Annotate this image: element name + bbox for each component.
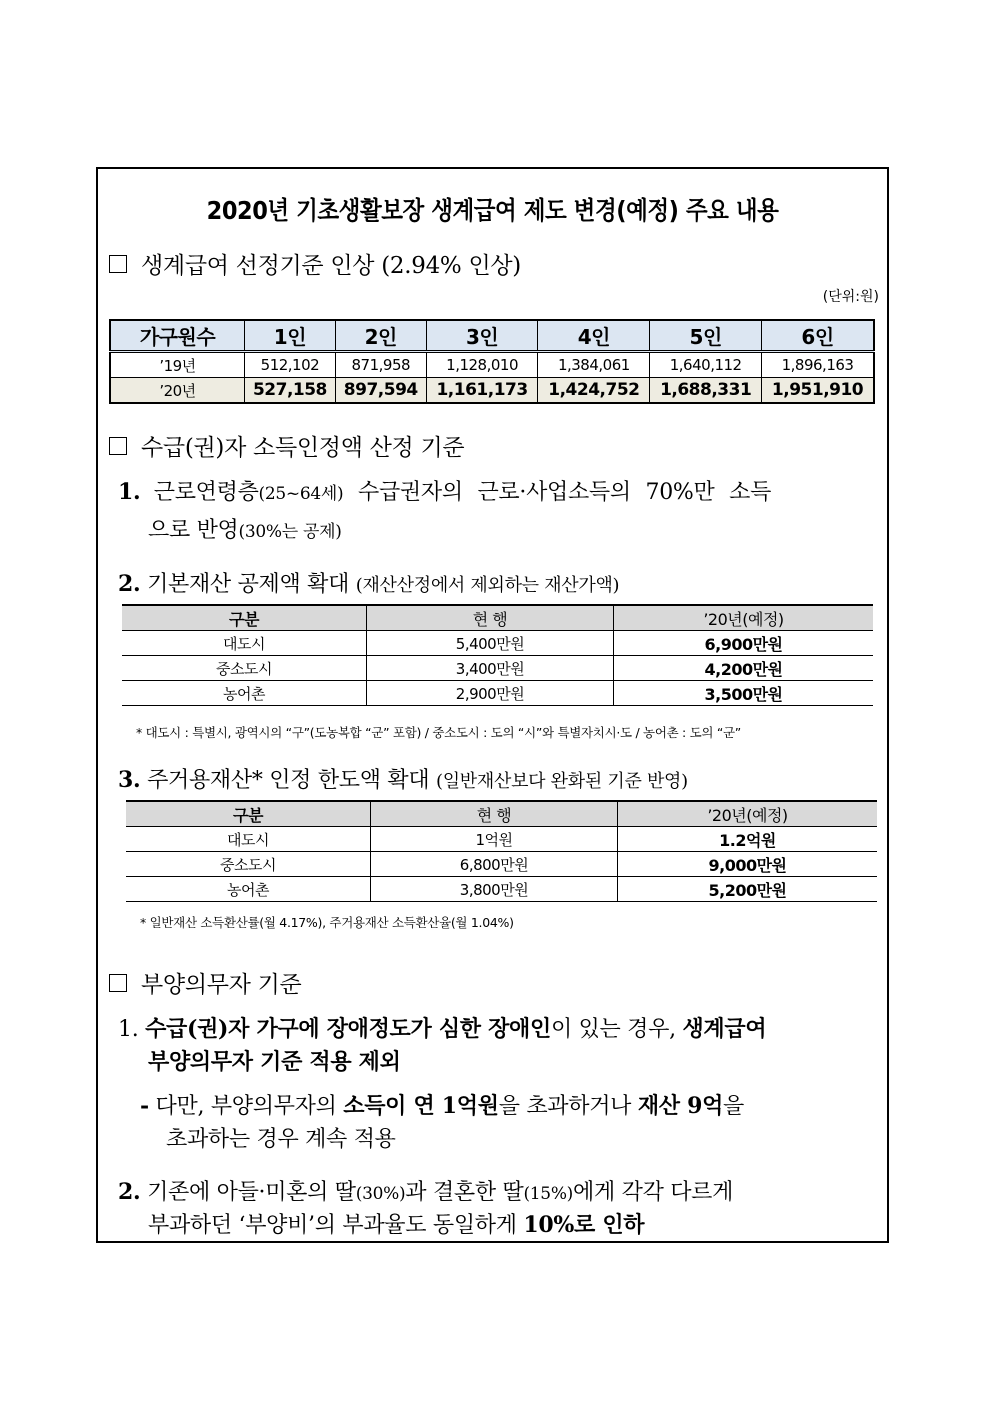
table-cell: 대도시 [122,631,367,656]
item-number: 1. [118,1017,139,1042]
item-text: 으로 반영 [148,518,239,543]
header-cell: 4인 [538,320,650,352]
item-number: 2. [118,571,141,597]
table-cell: 5,200만원 [618,877,878,902]
unit-note: (단위:원) [822,289,879,305]
row-label: ’19년 [110,352,245,378]
table-cell: 871,958 [335,352,426,378]
table-cell: 527,158 [245,378,336,404]
item-text: 소득이 연 1억원 [343,1093,499,1119]
livelihood-criteria-table [109,319,875,404]
item-text: 과 결혼한 딸 [405,1180,524,1205]
table-row [110,352,874,378]
item-subtitle: (재산산정에서 제외하는 재산가액) [355,575,620,596]
table-cell: 3,500만원 [614,681,874,706]
basic-asset-deduction-table [122,604,873,706]
footnote-conversion-rate: * 일반재산 소득환산률(월 4.17%), 주거용재산 소득환산율(월 1.04%) [140,915,514,930]
item-text: 생계급여 [682,1016,767,1042]
obligation-item-1-sub-line-1 [140,1089,744,1120]
table-cell: 4,200만원 [614,656,874,681]
table-cell: 1억원 [371,827,618,852]
header-cell: 5인 [650,320,762,352]
table-cell: 3,800만원 [371,877,618,902]
item-text: (25~64세) [258,484,344,504]
item-number: 3. [118,767,141,793]
obligation-item-2-line-2 [148,1208,644,1239]
item-text: 10%로 인하 [523,1212,645,1238]
section-heading-support-obligation [109,966,301,999]
table-cell: 6,800만원 [371,852,618,877]
section-heading-income-recognition [109,429,464,462]
table-cell: 897,594 [335,378,426,404]
header-cell: 2인 [335,320,426,352]
table-cell: 1,424,752 [538,378,650,404]
item-text: 을 [723,1094,744,1119]
table-cell: 5,400만원 [367,631,614,656]
header-cell: 구분 [122,605,367,631]
obligation-item-2-line-1 [118,1175,733,1206]
footnote-region-definition: * 대도시 : 특별시, 광역시의 “구”(도농복합 “군” 포함) / 중소도시 : 도의 “시”와 특별자치시·도 / 농어촌 : 도의 “군” [136,725,741,740]
table-cell: 1,128,010 [426,352,538,378]
item-text: (30%는 공제) [238,522,342,542]
header-cell: 1인 [245,320,336,352]
header-cell: 3인 [426,320,538,352]
document-frame [96,167,889,1243]
item-text: (30%) [355,1184,406,1204]
item-number: 1. [118,479,141,505]
table-cell: 1,640,112 [650,352,762,378]
item-text: 근로연령층 [153,480,259,505]
header-cell: 구분 [126,801,371,827]
table-cell: 1,688,331 [650,378,762,404]
document-title: 2020년 기초생활보장 생계급여 제도 변경(예정) 주요 내용 [206,196,779,225]
table-cell: 2,900만원 [367,681,614,706]
table-cell: 1,896,163 [762,352,874,378]
income-item-2-heading [118,567,619,598]
table-row [110,378,874,404]
checkbox-square-icon [109,974,127,992]
item-text: 이 있는 경우, [550,1017,683,1042]
dash-bullet: - [140,1093,149,1119]
table-row [122,631,873,656]
header-cell: ’20년(예정) [618,801,878,827]
obligation-item-1-line-2: 부양의무자 기준 적용 제외 [148,1049,401,1075]
income-item-1-line-1 [118,475,771,506]
income-item-1-line-2 [148,513,342,544]
table-cell: 1,161,173 [426,378,538,404]
table-cell: 9,000만원 [618,852,878,877]
item-title: 주거용재산* 인정 한도액 확대 [147,768,430,793]
section-heading-livelihood-criteria [109,247,521,280]
table-row [122,681,873,706]
item-text: 수급권자의 근로·사업소득의 70%만 소득 [343,480,772,505]
table-header-row [126,801,877,827]
table-cell: 1,384,061 [538,352,650,378]
table-cell: 중소도시 [122,656,367,681]
item-number: 2. [118,1179,141,1205]
table-cell: 6,900만원 [614,631,874,656]
table-header-row [122,605,873,631]
item-text: (15%) [523,1184,574,1204]
table-cell: 농어촌 [122,681,367,706]
table-cell: 1.2억원 [618,827,878,852]
table-row [126,852,877,877]
section-heading-text: 수급(권)자 소득인정액 산정 기준 [141,435,465,461]
obligation-item-1-line-1 [118,1012,766,1043]
item-text: 다만, 부양의무자의 [155,1094,344,1119]
header-cell: 가구원수 [110,320,245,352]
item-text: 수급(권)자 가구에 장애정도가 심한 장애인 [145,1016,551,1042]
header-cell: 현 행 [367,605,614,631]
table-header-row [110,320,874,352]
table-row [122,656,873,681]
table-cell: 중소도시 [126,852,371,877]
item-subtitle: (일반재산보다 완화된 기준 반영) [436,771,688,792]
row-label: ’20년 [110,378,245,404]
header-cell: 6인 [762,320,874,352]
obligation-item-1-sub-line-2: 초과하는 경우 계속 적용 [166,1127,396,1152]
section-heading-text: 생계급여 선정기준 인상 (2.94% 인상) [141,253,521,279]
item-text: 을 초과하거나 [498,1094,638,1119]
table-row [126,827,877,852]
header-cell: ’20년(예정) [614,605,874,631]
table-cell: 512,102 [245,352,336,378]
housing-asset-limit-table [126,800,877,902]
table-cell: 대도시 [126,827,371,852]
checkbox-square-icon [109,255,127,273]
table-cell: 3,400만원 [367,656,614,681]
table-cell: 1,951,910 [762,378,874,404]
item-text: 부과하던 ‘부양비’의 부과율도 동일하게 [148,1213,524,1238]
header-cell: 현 행 [371,801,618,827]
item-text: 기존에 아들·미혼의 딸 [147,1180,356,1205]
section-heading-text: 부양의무자 기준 [141,972,302,998]
item-title: 기본재산 공제액 확대 [147,572,350,597]
income-item-3-heading [118,763,688,794]
checkbox-square-icon [109,437,127,455]
item-text: 에게 각각 다르게 [573,1180,734,1205]
table-row [126,877,877,902]
item-text: 재산 9억 [637,1093,724,1119]
table-cell: 농어촌 [126,877,371,902]
